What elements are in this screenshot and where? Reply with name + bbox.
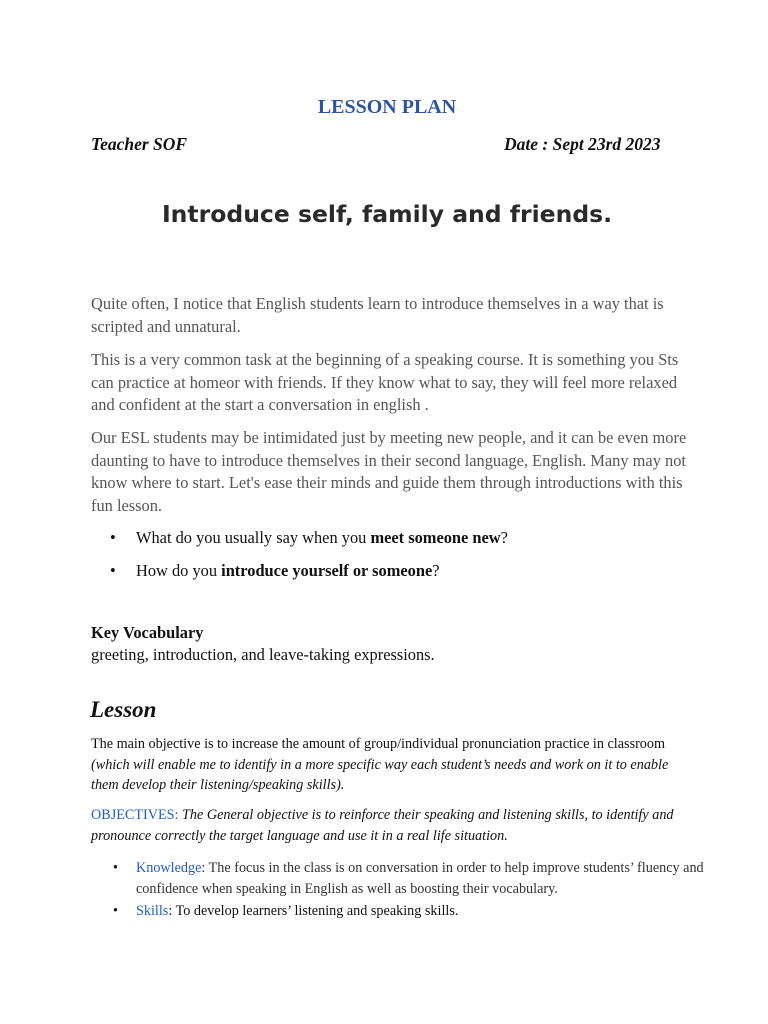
lesson-date: Date : Sept 23rd 2023 <box>504 134 661 154</box>
objectives-label: OBJECTIVES: <box>91 807 179 823</box>
objectives-paragraph: OBJECTIVES: The General objective is to reinforce their speaking and listening skills, to identify and pronounce correctly the target language and use it in a real life situation. <box>91 807 674 844</box>
vocabulary-title: Key Vocabulary <box>91 623 204 642</box>
objective-item-knowledge: • Knowledge: The focus in the class is on conversation in order to help improve students’ fluency and confidence when speaking in English as well as boosting their vocabulary. <box>113 858 713 899</box>
intro-paragraph-3: Our ESL students may be intimidated just by meeting new people, and it can be even more daunting to have to introduce themselves in their second language, English. Many may not know where to start. Let's ease their minds and guide them through introductions with this fun lesson. <box>91 428 687 515</box>
question-item: • How do you introduce yourself or someone? <box>110 560 710 583</box>
intro-paragraph-1: Quite often, I notice that English students learn to introduce themselves in a way that is scripted and unnatural. <box>91 294 664 336</box>
objective-item-skills: • Skills: To develop learners’ listening and speaking skills. <box>113 901 713 922</box>
lesson-heading: Introduce self, family and friends. <box>161 200 613 228</box>
page-title: LESSON PLAN <box>317 96 457 118</box>
question-item: • What do you usually say when you meet someone new? <box>110 527 710 550</box>
intro-paragraph-2: This is a very common task at the beginning of a speaking course. It is something you Sts can practice at homeor with friends. If they know what to say, they will feel more relaxed and confident at the start a conversation in english . <box>91 350 679 414</box>
lesson-section-heading: Lesson <box>90 697 157 722</box>
question-list <box>110 527 710 582</box>
objectives-list <box>113 858 713 922</box>
main-objective-paragraph: The main objective is to increase the amount of group/individual pronunciation practice in classroom (which will enable me to identify in a more specific way each student’s needs and work on it to enable them develop their listening/speaking skills). <box>91 736 669 793</box>
teacher-name: Teacher SOF <box>91 134 188 154</box>
vocabulary-text: greeting, introduction, and leave-taking expressions. <box>91 645 435 664</box>
